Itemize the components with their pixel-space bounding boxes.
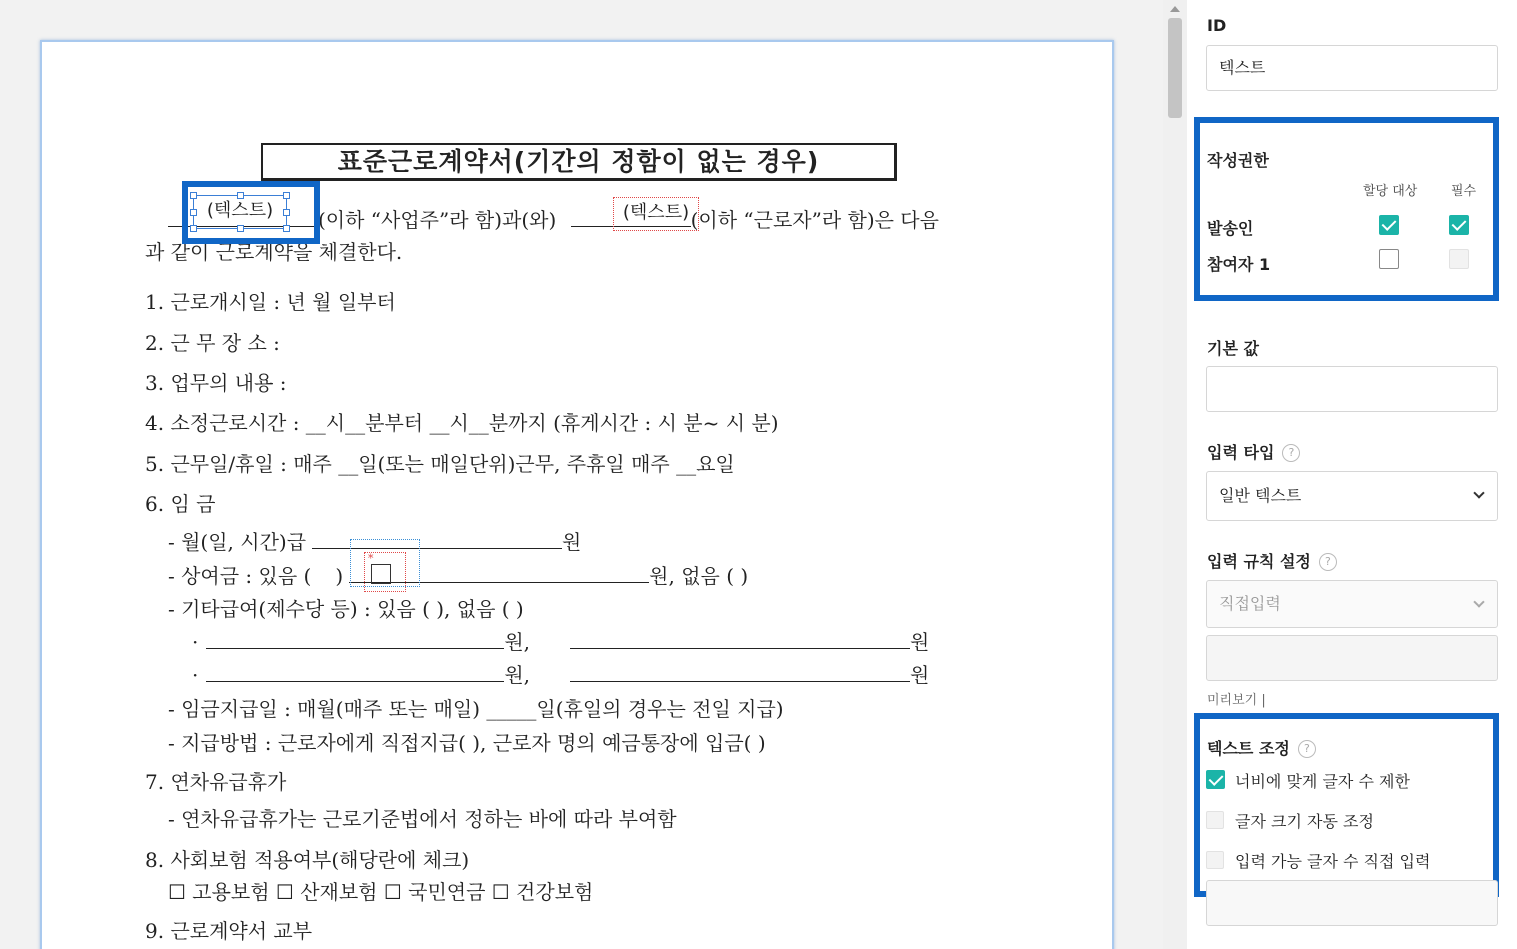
input-type-value: 일반 텍스트 <box>1219 486 1302 505</box>
chevron-down-icon <box>1473 596 1484 607</box>
item-1: 1. 근로개시일 : 년 월 일부터 <box>145 290 396 314</box>
item-5: 5. 근무일/휴일 : 매주 __일(또는 매일단위)근무, 주휴일 매주 __요일 <box>145 452 735 476</box>
limit-chars-label: 너비에 맞게 글자 수 제한 <box>1235 772 1410 791</box>
manual-char-limit-label: 입력 가능 글자 수 직접 입력 <box>1235 852 1431 871</box>
intro-line-2: 과 같이 근로계약을 체결한다. <box>145 240 403 264</box>
field-highlight <box>182 181 320 244</box>
worker-suffix: (이하 “근로자”라 함)은 다음 <box>690 208 939 232</box>
item-6b: - 상여금 : 있음 ( ) 원, 없음 ( ) <box>168 564 749 588</box>
item-6a: - 월(일, 시간)급 원 <box>168 530 582 554</box>
sender-required-checkbox[interactable] <box>1449 215 1469 235</box>
item-3: 3. 업무의 내용 : <box>145 371 287 395</box>
help-icon[interactable]: ? <box>1282 444 1300 462</box>
input-rule-select[interactable] <box>1206 580 1498 628</box>
sender-assign-checkbox[interactable] <box>1379 215 1399 235</box>
item-7: 7. 연차유급휴가 <box>145 770 287 794</box>
permission-title: 작성권한 <box>1207 151 1269 170</box>
contract-page <box>40 40 1114 949</box>
required-star-icon: * <box>368 552 374 565</box>
auto-font-size-checkbox[interactable] <box>1206 811 1224 829</box>
input-type-select[interactable] <box>1206 471 1498 521</box>
item-4: 4. 소정근로시간 : __시__분부터 __시__분까지 (휴게시간 : 시 분~ 시 분) <box>145 411 779 435</box>
row-participant-label: 참여자 1 <box>1207 255 1271 274</box>
properties-panel <box>1187 0 1517 949</box>
manual-char-limit-checkbox[interactable] <box>1206 851 1224 869</box>
default-value-input[interactable] <box>1206 366 1498 412</box>
participant-required-checkbox <box>1449 249 1469 269</box>
item-7a: - 연차유급휴가는 근로기준법에서 정하는 바에 따라 부여함 <box>168 807 677 831</box>
item-6c: - 기타급여(제수당 등) : 있음 ( ), 없음 ( ) <box>168 597 524 621</box>
item-6d: - 임금지급일 : 매월(매주 또는 매일) _____일(휴일의 경우는 전일 지급) <box>168 697 784 721</box>
help-icon[interactable]: ? <box>1319 553 1337 571</box>
bonus-row-1: · 원, 원 <box>192 630 930 654</box>
text-adjust-label: 텍스트 조정 ? <box>1207 736 1316 759</box>
document-title: 표준근로계약서(기간의 정함이 없는 경우) <box>261 143 897 181</box>
id-input[interactable]: 텍스트 <box>1206 45 1498 91</box>
help-icon[interactable]: ? <box>1298 740 1316 758</box>
limit-chars-checkbox[interactable] <box>1206 770 1225 789</box>
auto-font-size-label: 글자 크기 자동 조정 <box>1235 812 1374 831</box>
bonus-row-2: · 원, 원 <box>192 663 930 687</box>
char-limit-input[interactable] <box>1206 880 1498 926</box>
participant-assign-checkbox[interactable] <box>1379 249 1399 269</box>
default-value-label: 기본 값 <box>1207 339 1259 358</box>
input-rule-field[interactable] <box>1206 635 1498 681</box>
item-8: 8. 사회보험 적용여부(해당란에 체크) <box>145 848 470 872</box>
text-field-label: (텍스트) <box>622 202 690 223</box>
item-9: 9. 근로계약서 교부 <box>145 919 313 943</box>
item-8a: ☐ 고용보험 ☐ 산재보험 ☐ 국민연금 ☐ 건강보험 <box>168 880 594 904</box>
scrollbar[interactable] <box>1163 0 1187 949</box>
id-label: ID <box>1207 16 1227 35</box>
row-sender-label: 발송인 <box>1207 219 1254 238</box>
item-6: 6. 임 금 <box>145 492 216 516</box>
input-rule-value: 직접입력 <box>1219 594 1281 613</box>
item-2: 2. 근 무 장 소 : <box>145 331 280 355</box>
input-type-label: 입력 타입 ? <box>1207 440 1300 463</box>
item-6e: - 지급방법 : 근로자에게 직접지급( ), 근로자 명의 예금통장에 입금( ) <box>168 731 766 755</box>
col-assign-header: 할당 대상 <box>1363 184 1418 199</box>
input-rule-label: 입력 규칙 설정 ? <box>1207 549 1337 572</box>
scroll-thumb[interactable] <box>1168 18 1182 118</box>
col-required-header: 필수 <box>1451 184 1477 199</box>
text-field-worker[interactable] <box>613 197 699 231</box>
employer-suffix: (이하 “사업주”라 함)과(와) <box>318 208 557 232</box>
chevron-down-icon <box>1473 487 1484 498</box>
checkbox-square-icon[interactable] <box>371 564 391 584</box>
scroll-up-icon[interactable] <box>1170 6 1180 12</box>
text-field-label: (텍스트) <box>206 200 274 221</box>
preview-label: 미리보기 | <box>1207 693 1266 708</box>
